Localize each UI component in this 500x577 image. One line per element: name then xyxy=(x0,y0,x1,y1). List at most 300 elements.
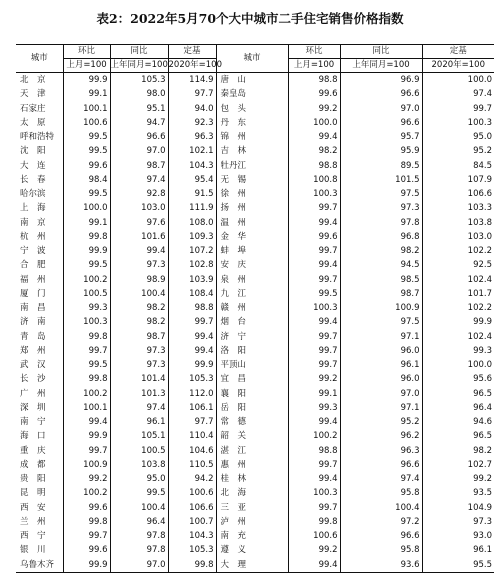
mom-cell: 99.4 xyxy=(288,315,340,329)
mom-cell: 100.2 xyxy=(63,387,110,401)
fixed-subheader-right: 2020年=100 xyxy=(422,59,494,73)
mom-cell: 99.4 xyxy=(288,130,340,144)
fixed-cell: 97.4 xyxy=(422,87,494,101)
yoy-subheader-right: 上年同月=100 xyxy=(340,59,422,73)
table-row xyxy=(16,372,494,386)
fixed-cell: 104.3 xyxy=(168,529,216,543)
yoy-cell: 95.7 xyxy=(340,130,422,144)
yoy-cell: 98.9 xyxy=(110,273,168,287)
fixed-cell: 97.7 xyxy=(168,87,216,101)
yoy-cell: 95.9 xyxy=(340,144,422,158)
fixed-cell: 107.2 xyxy=(168,244,216,258)
table-row xyxy=(16,102,494,116)
table-row xyxy=(16,315,494,329)
fixed-cell: 97.3 xyxy=(422,515,494,529)
yoy-cell: 100.9 xyxy=(340,301,422,315)
city-cell: 大 连 xyxy=(20,160,46,171)
yoy-cell: 96.6 xyxy=(340,116,422,130)
city-cell: 厦 门 xyxy=(20,288,46,299)
yoy-cell: 96.1 xyxy=(110,415,168,429)
mom-cell: 99.8 xyxy=(63,515,110,529)
mom-cell: 99.2 xyxy=(63,472,110,486)
mom-cell: 99.7 xyxy=(63,444,110,458)
yoy-cell: 96.6 xyxy=(340,529,422,543)
mom-cell: 100.3 xyxy=(288,486,340,500)
fixed-cell: 111.9 xyxy=(168,201,216,215)
fixed-cell: 95.2 xyxy=(422,144,494,158)
yoy-cell: 95.8 xyxy=(340,543,422,557)
fixed-cell: 103.3 xyxy=(422,201,494,215)
city-cell: 扬 州 xyxy=(216,201,288,215)
city-cell: 银 川 xyxy=(20,545,46,556)
fixed-cell: 105.3 xyxy=(168,543,216,557)
mom-cell: 99.6 xyxy=(63,501,110,515)
yoy-cell: 96.0 xyxy=(340,344,422,358)
table-row xyxy=(16,87,494,101)
fixed-cell: 100.6 xyxy=(168,486,216,500)
fixed-header-left: 定基 xyxy=(168,45,216,59)
city-cell: 兰 州 xyxy=(20,516,46,527)
table-row xyxy=(16,387,494,401)
city-cell: 牡丹江 xyxy=(216,159,288,173)
city-cell: 南 京 xyxy=(20,217,46,228)
yoy-cell: 98.7 xyxy=(340,287,422,301)
yoy-cell: 95.0 xyxy=(110,472,168,486)
yoy-cell: 97.1 xyxy=(340,330,422,344)
fixed-header-right: 定基 xyxy=(422,45,494,59)
mom-cell: 99.2 xyxy=(288,372,340,386)
city-cell: 杭 州 xyxy=(20,231,46,242)
fixed-cell: 99.4 xyxy=(168,330,216,344)
mom-cell: 99.6 xyxy=(288,87,340,101)
yoy-cell: 97.5 xyxy=(340,315,422,329)
city-cell: 唐 山 xyxy=(216,73,288,88)
fixed-cell: 106.1 xyxy=(168,401,216,415)
mom-cell: 100.3 xyxy=(288,187,340,201)
fixed-cell: 99.9 xyxy=(168,358,216,372)
yoy-cell: 96.3 xyxy=(340,444,422,458)
city-cell: 乌鲁木齐 xyxy=(16,558,63,573)
fixed-cell: 96.3 xyxy=(168,130,216,144)
table-row xyxy=(16,444,494,458)
mom-cell: 99.8 xyxy=(63,230,110,244)
fixed-cell: 106.6 xyxy=(422,187,494,201)
yoy-cell: 97.3 xyxy=(110,344,168,358)
mom-cell: 99.9 xyxy=(63,244,110,258)
fixed-cell: 102.4 xyxy=(422,330,494,344)
table-row xyxy=(16,159,494,173)
yoy-cell: 97.4 xyxy=(110,173,168,187)
yoy-header-right: 同比 xyxy=(340,45,422,59)
fixed-cell: 106.6 xyxy=(168,501,216,515)
fixed-cell: 99.7 xyxy=(422,102,494,116)
table-row xyxy=(16,330,494,344)
city-cell: 洛 阳 xyxy=(216,344,288,358)
mom-cell: 98.2 xyxy=(288,144,340,158)
yoy-cell: 105.1 xyxy=(110,429,168,443)
yoy-cell: 97.0 xyxy=(110,558,168,573)
fixed-cell: 96.5 xyxy=(422,387,494,401)
fixed-cell: 95.0 xyxy=(422,130,494,144)
mom-cell: 100.2 xyxy=(288,429,340,443)
mom-cell: 99.7 xyxy=(288,273,340,287)
yoy-cell: 98.7 xyxy=(110,330,168,344)
city-cell: 宜 昌 xyxy=(216,372,288,386)
mom-cell: 100.6 xyxy=(288,529,340,543)
fixed-cell: 102.2 xyxy=(422,301,494,315)
mom-cell: 99.9 xyxy=(63,429,110,443)
city-cell: 平顶山 xyxy=(216,358,288,372)
city-cell: 秦皇岛 xyxy=(216,87,288,101)
fixed-cell: 104.3 xyxy=(168,159,216,173)
fixed-cell: 92.3 xyxy=(168,116,216,130)
table-row xyxy=(16,458,494,472)
mom-cell: 98.4 xyxy=(63,173,110,187)
yoy-cell: 101.6 xyxy=(110,230,168,244)
city-cell: 惠 州 xyxy=(216,458,288,472)
table-row xyxy=(16,529,494,543)
fixed-cell: 96.5 xyxy=(422,429,494,443)
mom-cell: 99.8 xyxy=(63,330,110,344)
city-cell: 北 京 xyxy=(20,75,46,86)
yoy-cell: 96.6 xyxy=(340,87,422,101)
yoy-cell: 97.8 xyxy=(110,543,168,557)
table-row xyxy=(16,144,494,158)
fixed-cell: 104.9 xyxy=(422,501,494,515)
city-cell: 安 庆 xyxy=(216,258,288,272)
yoy-cell: 96.6 xyxy=(340,458,422,472)
yoy-cell: 97.6 xyxy=(110,216,168,230)
mom-cell: 99.7 xyxy=(288,344,340,358)
yoy-cell: 101.5 xyxy=(340,173,422,187)
fixed-cell: 100.0 xyxy=(422,358,494,372)
city-cell: 石家庄 xyxy=(20,103,46,114)
city-cell: 温 州 xyxy=(216,216,288,230)
mom-cell: 99.9 xyxy=(63,558,110,573)
yoy-cell: 98.2 xyxy=(340,244,422,258)
city-cell: 襄 阳 xyxy=(216,387,288,401)
table-body xyxy=(16,73,494,573)
city-cell: 宁 波 xyxy=(20,246,46,257)
fixed-cell: 95.4 xyxy=(168,173,216,187)
city-cell: 无 锡 xyxy=(216,173,288,187)
mom-cell: 100.3 xyxy=(63,315,110,329)
mom-cell: 99.8 xyxy=(288,515,340,529)
city-cell: 合 肥 xyxy=(20,260,46,271)
mom-cell: 99.7 xyxy=(288,358,340,372)
mom-cell: 99.9 xyxy=(63,73,110,88)
city-cell: 蚌 埠 xyxy=(216,244,288,258)
city-cell: 遵 义 xyxy=(216,543,288,557)
mom-cell: 99.4 xyxy=(288,472,340,486)
fixed-cell: 105.3 xyxy=(168,372,216,386)
fixed-cell: 110.5 xyxy=(168,458,216,472)
mom-cell: 100.1 xyxy=(63,401,110,415)
yoy-cell: 97.0 xyxy=(340,387,422,401)
fixed-cell: 108.4 xyxy=(168,287,216,301)
mom-header-right: 环比 xyxy=(288,45,340,59)
fixed-cell: 107.9 xyxy=(422,173,494,187)
table-row xyxy=(16,515,494,529)
yoy-cell: 96.8 xyxy=(340,230,422,244)
yoy-cell: 95.1 xyxy=(110,102,168,116)
city-cell: 青 岛 xyxy=(20,331,46,342)
mom-cell: 100.8 xyxy=(288,173,340,187)
yoy-cell: 97.0 xyxy=(110,144,168,158)
table-row xyxy=(16,187,494,201)
mom-cell: 99.6 xyxy=(63,543,110,557)
table-row xyxy=(16,344,494,358)
mom-cell: 99.5 xyxy=(63,358,110,372)
table-row xyxy=(16,73,494,88)
fixed-cell: 100.3 xyxy=(422,116,494,130)
city-cell: 深 圳 xyxy=(20,402,46,413)
mom-cell: 99.5 xyxy=(288,287,340,301)
city-cell: 吉 林 xyxy=(216,144,288,158)
yoy-cell: 96.4 xyxy=(110,515,168,529)
city-cell: 南 昌 xyxy=(20,303,46,314)
mom-cell: 99.5 xyxy=(63,144,110,158)
fixed-cell: 94.2 xyxy=(168,472,216,486)
fixed-cell: 99.9 xyxy=(422,315,494,329)
city-cell: 成 都 xyxy=(20,459,46,470)
fixed-cell: 112.0 xyxy=(168,387,216,401)
mom-cell: 100.3 xyxy=(288,301,340,315)
yoy-cell: 100.4 xyxy=(110,501,168,515)
mom-cell: 99.5 xyxy=(63,130,110,144)
city-cell: 湛 江 xyxy=(216,444,288,458)
fixed-cell: 84.5 xyxy=(422,159,494,173)
table-row xyxy=(16,415,494,429)
yoy-cell: 97.0 xyxy=(340,102,422,116)
fixed-cell: 99.2 xyxy=(422,472,494,486)
table-row xyxy=(16,472,494,486)
city-cell: 泉 州 xyxy=(216,273,288,287)
yoy-cell: 97.3 xyxy=(340,201,422,215)
city-cell: 太 原 xyxy=(20,117,46,128)
table-row xyxy=(16,230,494,244)
yoy-cell: 105.3 xyxy=(110,73,168,88)
yoy-cell: 94.5 xyxy=(340,258,422,272)
table-row xyxy=(16,358,494,372)
mom-cell: 99.7 xyxy=(288,458,340,472)
city-cell: 岳 阳 xyxy=(216,401,288,415)
fixed-cell: 96.1 xyxy=(422,543,494,557)
fixed-cell: 99.4 xyxy=(168,344,216,358)
yoy-cell: 100.5 xyxy=(110,444,168,458)
fixed-cell: 102.8 xyxy=(168,258,216,272)
mom-subheader-left: 上月=100 xyxy=(63,59,110,73)
city-cell: 徐 州 xyxy=(216,187,288,201)
mom-cell: 99.1 xyxy=(63,216,110,230)
mom-cell: 99.7 xyxy=(288,201,340,215)
yoy-cell: 97.4 xyxy=(340,472,422,486)
city-cell: 长 春 xyxy=(20,174,46,185)
table-row xyxy=(16,173,494,187)
mom-cell: 99.3 xyxy=(288,401,340,415)
yoy-cell: 89.5 xyxy=(340,159,422,173)
mom-cell: 99.7 xyxy=(63,344,110,358)
yoy-cell: 96.1 xyxy=(340,358,422,372)
city-cell: 广 州 xyxy=(20,388,46,399)
table-row xyxy=(16,216,494,230)
yoy-cell: 92.8 xyxy=(110,187,168,201)
city-cell: 沈 阳 xyxy=(20,146,46,157)
city-cell: 贵 阳 xyxy=(20,474,46,485)
fixed-cell: 94.6 xyxy=(422,415,494,429)
mom-cell: 99.1 xyxy=(288,387,340,401)
mom-cell: 100.9 xyxy=(63,458,110,472)
fixed-cell: 108.0 xyxy=(168,216,216,230)
yoy-cell: 94.7 xyxy=(110,116,168,130)
yoy-header-left: 同比 xyxy=(110,45,168,59)
mom-header-left: 环比 xyxy=(63,45,110,59)
yoy-cell: 99.5 xyxy=(110,486,168,500)
yoy-cell: 97.3 xyxy=(110,358,168,372)
city-cell: 北 海 xyxy=(216,486,288,500)
yoy-cell: 103.8 xyxy=(110,458,168,472)
fixed-cell: 100.0 xyxy=(422,73,494,88)
city-cell: 昆 明 xyxy=(20,488,46,499)
mom-cell: 99.4 xyxy=(288,216,340,230)
fixed-cell: 103.9 xyxy=(168,273,216,287)
yoy-cell: 101.4 xyxy=(110,372,168,386)
mom-cell: 99.6 xyxy=(288,230,340,244)
city-cell: 韶 关 xyxy=(216,429,288,443)
fixed-cell: 95.5 xyxy=(422,558,494,573)
yoy-cell: 98.2 xyxy=(110,301,168,315)
city-header-left: 城市 xyxy=(16,45,63,73)
table-row xyxy=(16,486,494,500)
fixed-cell: 114.9 xyxy=(168,73,216,88)
city-cell: 济 南 xyxy=(20,317,46,328)
fixed-cell: 95.6 xyxy=(422,372,494,386)
city-cell: 金 华 xyxy=(216,230,288,244)
mom-cell: 99.5 xyxy=(63,258,110,272)
fixed-cell: 103.0 xyxy=(422,230,494,244)
table-row xyxy=(16,429,494,443)
fixed-cell: 94.0 xyxy=(168,102,216,116)
fixed-cell: 99.8 xyxy=(168,558,216,573)
mom-cell: 99.1 xyxy=(63,87,110,101)
mom-cell: 99.4 xyxy=(288,415,340,429)
fixed-cell: 102.7 xyxy=(422,458,494,472)
table-row xyxy=(16,201,494,215)
mom-cell: 99.7 xyxy=(288,501,340,515)
table-row xyxy=(16,273,494,287)
table-row xyxy=(16,543,494,557)
price-index-table xyxy=(16,44,494,573)
city-cell: 烟 台 xyxy=(216,315,288,329)
fixed-cell: 96.4 xyxy=(422,401,494,415)
fixed-cell: 102.4 xyxy=(422,273,494,287)
yoy-cell: 97.3 xyxy=(110,258,168,272)
city-cell: 呼和浩特 xyxy=(20,132,55,143)
city-cell: 桂 林 xyxy=(216,472,288,486)
yoy-cell: 100.4 xyxy=(340,501,422,515)
mom-cell: 99.4 xyxy=(288,258,340,272)
mom-cell: 99.2 xyxy=(288,543,340,557)
mom-cell: 100.1 xyxy=(63,102,110,116)
mom-cell: 100.0 xyxy=(288,116,340,130)
city-cell: 三 亚 xyxy=(216,501,288,515)
mom-cell: 99.7 xyxy=(288,330,340,344)
page-title: 表2：2022年5月70个大中城市二手住宅销售价格指数 xyxy=(96,11,404,26)
fixed-cell: 92.5 xyxy=(422,258,494,272)
city-cell: 武 汉 xyxy=(20,360,46,371)
fixed-cell: 97.7 xyxy=(168,415,216,429)
city-cell: 南 宁 xyxy=(20,417,46,428)
mom-cell: 100.0 xyxy=(63,201,110,215)
city-cell: 上 海 xyxy=(20,203,46,214)
table-row xyxy=(16,258,494,272)
yoy-cell: 96.2 xyxy=(340,429,422,443)
mom-cell: 98.8 xyxy=(288,159,340,173)
mom-cell: 99.5 xyxy=(63,187,110,201)
mom-cell: 99.4 xyxy=(63,415,110,429)
yoy-cell: 98.2 xyxy=(110,315,168,329)
yoy-cell: 96.0 xyxy=(340,372,422,386)
city-cell: 哈尔滨 xyxy=(20,189,46,200)
city-cell: 丹 东 xyxy=(216,116,288,130)
city-cell: 锦 州 xyxy=(216,130,288,144)
yoy-cell: 99.4 xyxy=(110,244,168,258)
city-cell: 西 宁 xyxy=(20,531,46,542)
yoy-cell: 98.0 xyxy=(110,87,168,101)
fixed-cell: 93.5 xyxy=(422,486,494,500)
mom-cell: 98.8 xyxy=(288,444,340,458)
city-cell: 赣 州 xyxy=(216,301,288,315)
city-header-right: 城市 xyxy=(216,45,288,73)
mom-cell: 100.2 xyxy=(63,486,110,500)
city-cell: 天 津 xyxy=(20,89,46,100)
yoy-cell: 96.6 xyxy=(110,130,168,144)
yoy-cell: 97.2 xyxy=(340,515,422,529)
yoy-cell: 97.8 xyxy=(340,216,422,230)
fixed-cell: 99.7 xyxy=(168,315,216,329)
table-row xyxy=(16,401,494,415)
city-cell: 泸 州 xyxy=(216,515,288,529)
fixed-cell: 98.8 xyxy=(168,301,216,315)
fixed-cell: 93.0 xyxy=(422,529,494,543)
city-cell: 南 充 xyxy=(216,529,288,543)
fixed-cell: 102.2 xyxy=(422,244,494,258)
yoy-cell: 93.6 xyxy=(340,558,422,573)
yoy-cell: 97.5 xyxy=(340,187,422,201)
mom-cell: 98.8 xyxy=(288,73,340,88)
table-row xyxy=(16,501,494,515)
fixed-cell: 99.3 xyxy=(422,344,494,358)
yoy-cell: 97.1 xyxy=(340,401,422,415)
mom-cell: 99.8 xyxy=(63,372,110,386)
yoy-cell: 97.8 xyxy=(110,529,168,543)
table-row xyxy=(16,287,494,301)
mom-cell: 100.6 xyxy=(63,116,110,130)
yoy-cell: 95.2 xyxy=(340,415,422,429)
mom-cell: 100.2 xyxy=(63,273,110,287)
fixed-cell: 104.6 xyxy=(168,444,216,458)
yoy-cell: 103.0 xyxy=(110,201,168,215)
yoy-cell: 96.9 xyxy=(340,73,422,88)
city-cell: 济 宁 xyxy=(216,330,288,344)
yoy-cell: 100.4 xyxy=(110,287,168,301)
mom-cell: 99.2 xyxy=(288,102,340,116)
table-row xyxy=(16,301,494,315)
yoy-cell: 95.8 xyxy=(340,486,422,500)
mom-subheader-right: 上月=100 xyxy=(288,59,340,73)
mom-cell: 99.7 xyxy=(63,529,110,543)
city-cell: 包 头 xyxy=(216,102,288,116)
